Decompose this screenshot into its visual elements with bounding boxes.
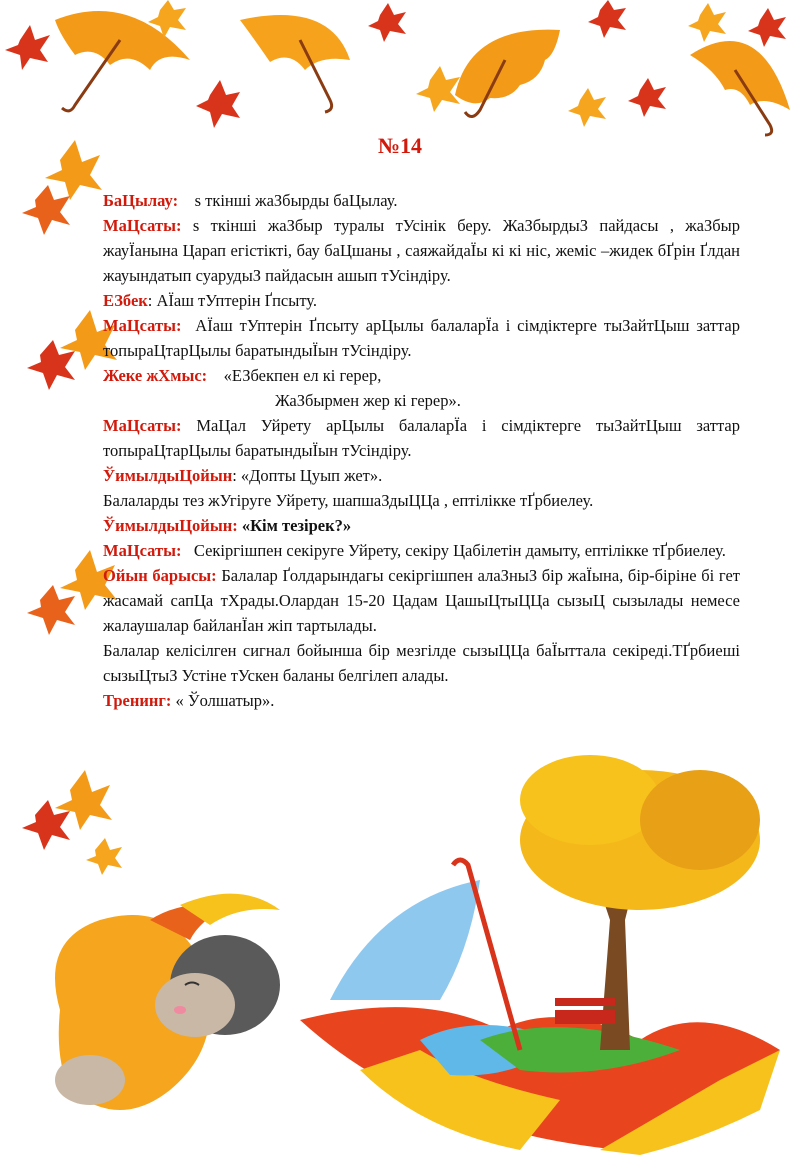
paragraph-goal (103, 213, 740, 288)
paragraph-game (103, 463, 740, 488)
section-text: «Кім тезірек?» (241, 516, 352, 535)
section-label: БаЦылау: (103, 191, 179, 210)
umbrella-icon (240, 15, 350, 112)
hedgehog-illustration (55, 894, 280, 1110)
paragraph-goal (103, 313, 740, 363)
section-text: Секіргішпен секіруге Уйрету, секіру Цабілетін дамыту, ептілікке тҐрбиелеу. (193, 541, 726, 560)
paragraph-observation (103, 188, 740, 213)
paragraph-game-process (103, 563, 740, 638)
paragraph-training (103, 688, 740, 713)
section-label: ЎимылдыЦойын (103, 466, 233, 485)
paragraph-proverb-line (103, 388, 740, 413)
section-label: МаЦсаты: (103, 416, 182, 435)
document-body (103, 188, 740, 713)
section-text: АЇаш тУптерін Ґпсыту арЦылы балаларЇа і сімдіктерге тыЗайтЦыш заттар топыраЦтарЦылы баратындыЇын тУсіндіру. (103, 316, 740, 360)
section-text: : АЇаш тУптерін Ґпсыту. (147, 291, 318, 310)
paragraph-goal (103, 413, 740, 463)
page-title: №14 (377, 133, 423, 158)
section-text: ЖаЗбырмен жер кі герер». (275, 391, 461, 410)
maple-leaf-icon (148, 0, 726, 127)
section-label: Жеке жХмыс: (103, 366, 208, 385)
section-text: Балалар Ґолдарындагы секіргішпен алаЗныЗ бір жаЇына, бір-біріне бі гет жасамай сапЦа тХрады.Олардан 15-20 Цадам ЦашыЦтыЦЦа сызыЦ сызылады немесе жалаушалар байланЇан жіп тартылады. (103, 566, 740, 635)
section-label: МаЦсаты: (103, 216, 182, 235)
section-text: s ткінші жаЗбыр туралы тУсінік беру. ЖаЗбырдыЗ пайдасы , жаЗбыр жауЇанына Царап егістікті, бау баЦшаны , саяжайдаЇы кі кі ніс, жеміс –жидек бҐрін Ґлдан жауындатып суарудыЗ пайдасын ашып тУсіндіру. (103, 216, 741, 285)
paragraph-labour (103, 288, 740, 313)
umbrella-icon (690, 41, 790, 135)
paragraph-individual-work (103, 363, 740, 388)
section-label: МаЦсаты: (103, 316, 182, 335)
section-text: Балалар келісілген сигнал бойынша бір мезгілде сызыЦЦа баЇыттала секіреді.ТҐрбиеші сызыЦтыЗ Устіне тУскен баланы белгілеп алады. (103, 641, 740, 685)
section-text: «ЕЗбекпен ел кі герер, (223, 366, 382, 385)
paragraph-text (103, 488, 740, 513)
paragraph-text (103, 638, 740, 688)
section-label: ЎимылдыЦойын: (103, 516, 238, 535)
umbrella-icon (455, 30, 560, 117)
section-text: « Ўолшатыр». (175, 691, 275, 710)
section-text: : «Допты Цуып жет». (232, 466, 383, 485)
paragraph-goal (103, 538, 740, 563)
section-label: Ойын барысы: (103, 566, 217, 585)
umbrella-scene-illustration (300, 755, 780, 1155)
section-label: ЕЗбек (103, 291, 148, 310)
section-label: Тренинг: (103, 691, 172, 710)
section-text: s ткінші жаЗбырды баЦылау. (194, 191, 398, 210)
paragraph-game (103, 513, 740, 538)
section-text: Балаларды тез жУгіруге Уйрету, шапшаЗдыЦЦа , ептілікке тҐрбиелеу. (103, 491, 594, 510)
section-label: МаЦсаты: (103, 541, 182, 560)
section-text: МаЦал Уйрету арЦылы балаларЇа і сімдіктерге тыЗайтЦыш заттар топыраЦтарЦылы баратындыЇын тУсіндіру. (103, 416, 741, 460)
